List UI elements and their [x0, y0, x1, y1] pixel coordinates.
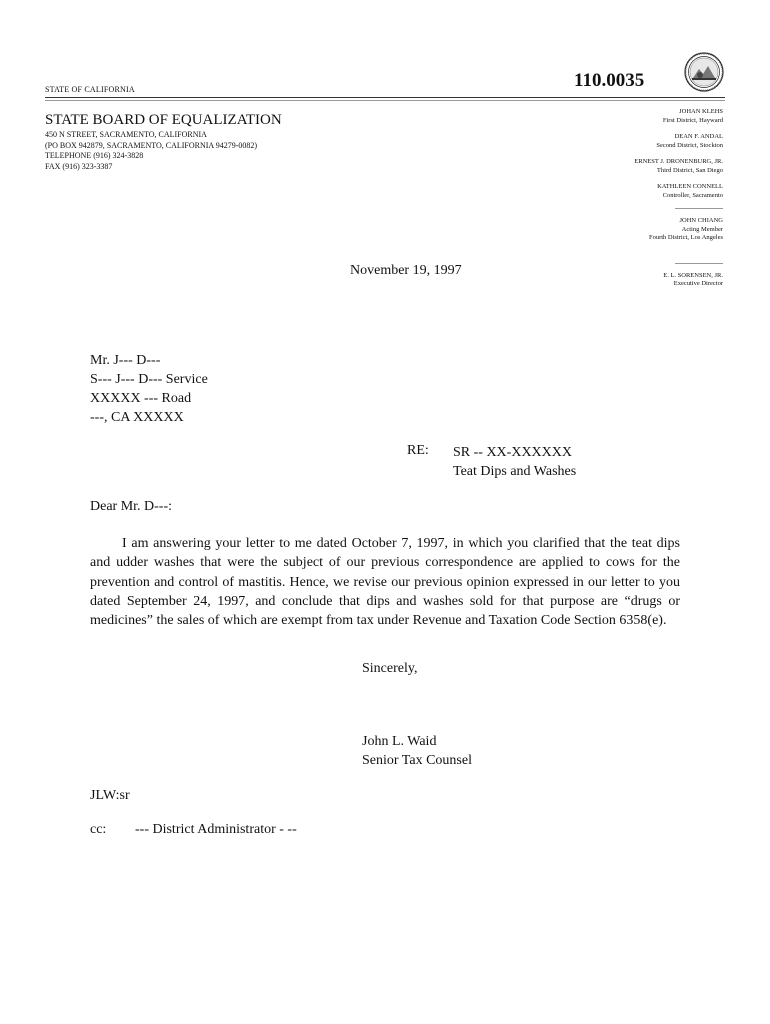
re-label: RE: [407, 443, 429, 458]
member-name: JOHN CHIANG [679, 217, 723, 224]
address-line: 450 N STREET, SACRAMENTO, CALIFORNIA [45, 130, 207, 139]
board-member [523, 183, 723, 200]
member-name: KATHLEEN CONNELL [657, 183, 723, 190]
signer-name: John L. Waid [362, 734, 437, 749]
board-member [523, 217, 723, 243]
member-title: Second District, Stockton [656, 141, 723, 149]
member-name: ERNEST J. DRONENBURG, JR. [634, 158, 723, 165]
signature-block [362, 732, 472, 770]
board-member [523, 108, 723, 125]
board-member [523, 272, 723, 289]
member-name: DEAN F. ANDAL [674, 133, 723, 140]
cc-recipient: --- District Administrator - -- [135, 822, 297, 837]
board-member [523, 133, 723, 150]
re-subject [453, 443, 576, 481]
member-title: Acting Member [681, 225, 723, 233]
recipient-line: ---, CA XXXXX [90, 410, 184, 425]
member-title: Controller, Sacramento [662, 191, 723, 199]
signer-title: Senior Tax Counsel [362, 753, 472, 768]
board-name: STATE BOARD OF EQUALIZATION [45, 112, 282, 128]
re-line: Teat Dips and Washes [453, 464, 577, 479]
member-divider [675, 208, 723, 209]
board-address [45, 130, 257, 172]
recipient-line: XXXXX --- Road [90, 391, 192, 406]
board-member-list [523, 108, 723, 297]
cc-label: cc: [90, 822, 107, 837]
address-line: (PO BOX 942879, SACRAMENTO, CALIFORNIA 94279-0082) [45, 140, 258, 150]
header-rule-secondary [45, 100, 725, 101]
letter-body: I am answering your letter to me dated October 7, 1997, in which you clarified that the teat dips and udder washes that were the subject of our previous correspondence are applied to cows for the prevention and control of mastitis. Hence, we revise our previous opinion expressed in our letter to you dated September 24, 1997, and conclude that dips and washes sold for that purpose are “drugs or medicines” the sales of which are exempt from tax under Revenue and Taxation Code Section 6358(e). [90, 536, 680, 629]
member-title-secondary: Fourth District, Los Angeles [648, 234, 723, 241]
recipient-line: S--- J--- D--- Service [90, 372, 208, 387]
member-name: E. L. SORENSEN, JR. [663, 271, 723, 279]
member-title: Executive Director [673, 280, 723, 287]
member-divider [675, 263, 723, 264]
typist-initials: JLW:sr [90, 788, 130, 803]
member-title: Third District, San Diego [656, 166, 723, 174]
header-rule [45, 97, 725, 98]
state-label: STATE OF CALIFORNIA [45, 85, 135, 94]
address-line: FAX (916) 323-3387 [45, 161, 113, 171]
re-line: SR -- XX-XXXXXX [453, 445, 572, 460]
member-name: JOHAN KLEHS [679, 108, 723, 115]
recipient-line: Mr. J--- D--- [90, 353, 161, 368]
closing: Sincerely, [362, 661, 418, 676]
member-title: First District, Hayward [662, 116, 723, 124]
state-seal-icon [684, 52, 724, 92]
recipient-address [90, 351, 208, 427]
reference-number: 110.0035 [574, 70, 645, 91]
salutation: Dear Mr. D---: [90, 499, 173, 514]
address-line: TELEPHONE (916) 324-3828 [45, 151, 144, 160]
board-member [523, 158, 723, 175]
letter-date: November 19, 1997 [350, 263, 462, 278]
